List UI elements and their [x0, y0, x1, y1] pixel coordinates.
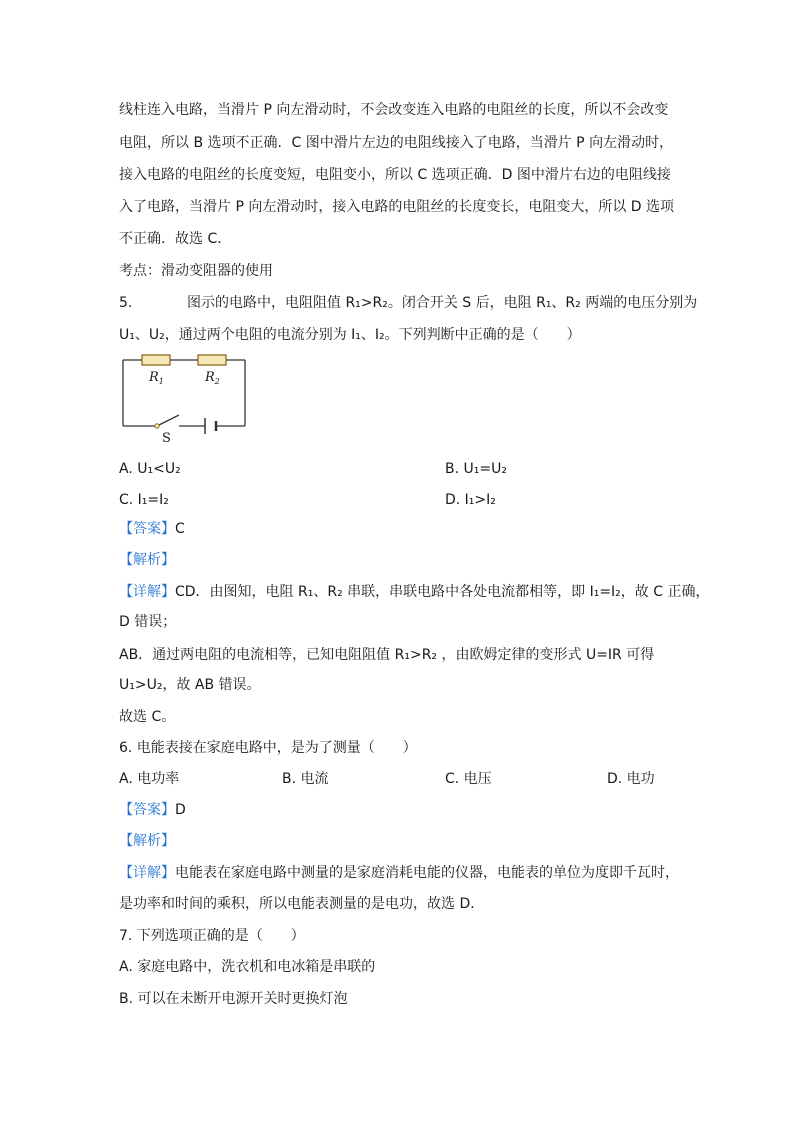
q5-detail-line2: D 错误；	[119, 614, 177, 630]
r2-sub: 2	[214, 377, 220, 386]
resistor-r1	[142, 355, 170, 365]
resistor-r2	[198, 355, 226, 365]
detail-tag: 【详解】	[119, 584, 175, 600]
q6-option-b[interactable]: B. 电流	[282, 771, 329, 787]
q5-stem-line2: U₁、U₂，通过两个电阻的电流分别为 I₁、I₂。下列判断中正确的是（ ）	[119, 327, 581, 343]
kaodian-line: 考点：滑动变阻器的使用	[119, 263, 273, 279]
answer-tag: 【答案】	[119, 521, 175, 537]
q5-answer	[119, 520, 185, 538]
q7-option-b[interactable]: B. 可以在未断开电源开关时更换灯泡	[119, 991, 348, 1007]
svg-text:R1	[148, 370, 164, 386]
detail-text: CD．由图知，电阻 R₁、R₂ 串联，串联电路中各处电流都相等，即 I₁=I₂，故 C 正确，	[175, 584, 710, 600]
detail-text: 电能表在家庭电路中测量的是家庭消耗电能的仪器，电能表的单位为度即千瓦时，	[175, 865, 679, 881]
circuit-diagram	[119, 350, 249, 445]
q6-option-d[interactable]: D. 电功	[607, 771, 655, 787]
q5-stem-line1: 图示的电路中，电阻阻值 R₁>R₂。闭合开关 S 后，电阻 R₁、R₂ 两端的电压分别为	[187, 295, 698, 311]
r1-label: R	[149, 370, 159, 385]
answer-tag: 【答案】	[119, 802, 175, 818]
q5-number: 5.	[119, 295, 133, 311]
text-line: 电阻，所以 B 选项不正确．C 图中滑片左边的电阻线接入了电路，当滑片 P 向左滑动时，	[119, 135, 674, 151]
q7-stem: 7. 下列选项正确的是（ ）	[119, 928, 305, 944]
text-line: 入了电路，当滑片 P 向左滑动时，接入电路的电阻丝的长度变长，电阻变大，所以 D 选项	[119, 199, 675, 215]
text-line: 接入电路的电阻丝的长度变短，电阻变小，所以 C 选项正确．D 图中滑片右边的电阻线接	[119, 167, 671, 183]
q5-option-c[interactable]: C. I₁=I₂	[119, 492, 169, 508]
detail-tag: 【详解】	[119, 865, 175, 881]
q6-option-a[interactable]: A. 电功率	[119, 771, 180, 787]
q6-option-c[interactable]: C. 电压	[445, 771, 492, 787]
q6-jiexi: 【解析】	[119, 833, 175, 849]
q5-conclusion: 故选 C。	[119, 709, 176, 725]
q6-detail-line1	[119, 864, 679, 882]
r1-sub: 1	[158, 377, 164, 386]
switch-label: S	[162, 431, 171, 445]
text-line: 线柱连入电路，当滑片 P 向左滑动时，不会改变连入电路的电阻丝的长度，所以不会改变	[119, 102, 669, 118]
r2-label: R	[205, 370, 215, 385]
q5-jiexi: 【解析】	[119, 552, 175, 568]
q7-option-a[interactable]: A. 家庭电路中，洗衣机和电冰箱是串联的	[119, 959, 376, 975]
answer-value: C	[175, 521, 185, 537]
q5-detail-line1	[119, 583, 709, 601]
q6-answer	[119, 801, 186, 819]
q5-option-d[interactable]: D. I₁>I₂	[445, 492, 496, 508]
q5-detail-line4: U₁>U₂，故 AB 错误。	[119, 677, 261, 693]
svg-text:R2	[204, 370, 220, 386]
q5-option-b[interactable]: B. U₁=U₂	[445, 461, 507, 477]
q5-detail-line3: AB．通过两电阻的电流相等，已知电阻阻值 R₁>R₂ ，由欧姆定律的变形式 U=IR 可得	[119, 647, 655, 663]
switch-contact	[155, 424, 159, 428]
answer-value: D	[175, 802, 186, 818]
q6-stem: 6. 电能表接在家庭电路中，是为了测量（ ）	[119, 740, 417, 756]
text-line: 不正确．故选 C．	[119, 231, 232, 247]
q5-option-a[interactable]: A. U₁<U₂	[119, 461, 181, 477]
q6-detail-line2: 是功率和时间的乘积，所以电能表测量的是电功，故选 D．	[119, 896, 485, 912]
